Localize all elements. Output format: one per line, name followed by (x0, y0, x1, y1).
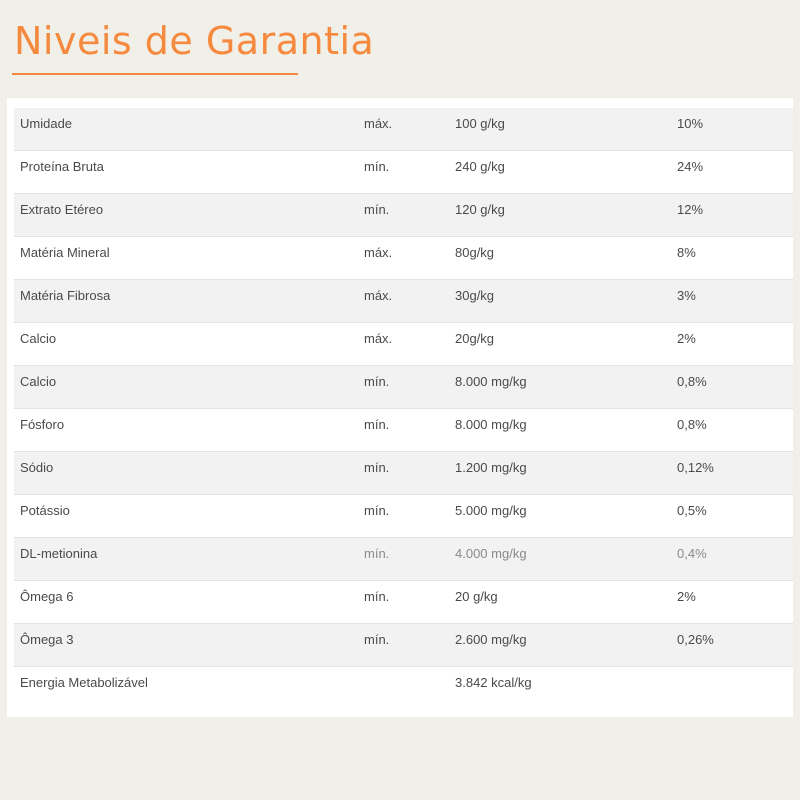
table-row (14, 194, 793, 237)
limit-label: mín. (364, 503, 390, 518)
table-row (14, 108, 793, 151)
nutrient-name: Sódio (20, 460, 54, 475)
nutrient-name: Matéria Fibrosa (20, 288, 111, 303)
percent-value: 3% (677, 288, 696, 303)
amount-value: 20g/kg (455, 331, 495, 346)
amount-value: 2.600 mg/kg (455, 632, 527, 647)
table-row (14, 624, 793, 667)
percent-value: 0,5% (677, 503, 707, 518)
amount-value: 8.000 mg/kg (455, 417, 527, 432)
percent-value: 0,12% (677, 460, 714, 475)
percent-value: 0,26% (677, 632, 714, 647)
amount-value: 20 g/kg (455, 589, 498, 604)
limit-label: máx. (364, 245, 393, 260)
limit-label: mín. (364, 202, 390, 217)
amount-value: 8.000 mg/kg (455, 374, 527, 389)
nutrient-name: Energia Metabolizável (20, 675, 148, 690)
nutrient-name: Extrato Etéreo (20, 202, 104, 217)
nutrient-name: Ômega 6 (20, 589, 74, 604)
percent-value: 2% (677, 589, 696, 604)
percent-value: 0,4% (677, 546, 707, 561)
table-row (14, 667, 793, 709)
limit-label: mín. (364, 632, 390, 647)
nutrient-name: Calcio (20, 374, 57, 389)
percent-value: 10% (677, 116, 704, 131)
amount-value: 100 g/kg (455, 116, 505, 131)
limit-label: mín. (364, 417, 390, 432)
table-row (14, 452, 793, 495)
guarantee-table (7, 98, 793, 717)
nutrient-name: Matéria Mineral (20, 245, 110, 260)
percent-value: 0,8% (677, 417, 707, 432)
table-row (14, 495, 793, 538)
percent-value: 24% (677, 159, 704, 174)
limit-label: mín. (364, 159, 390, 174)
table-row (14, 581, 793, 624)
page-title: Niveis de Garantia (14, 19, 375, 63)
nutrient-name: Calcio (20, 331, 57, 346)
percent-value: 12% (677, 202, 704, 217)
table-row (14, 280, 793, 323)
limit-label: mín. (364, 589, 390, 604)
limit-label: mín. (364, 374, 390, 389)
limit-label: máx. (364, 331, 393, 346)
nutrient-name: Ômega 3 (20, 632, 74, 647)
amount-value: 1.200 mg/kg (455, 460, 527, 475)
limit-label: mín. (364, 546, 390, 561)
title-underline (12, 73, 298, 75)
nutrient-name: Fósforo (20, 417, 65, 432)
amount-value: 3.842 kcal/kg (455, 675, 532, 690)
nutrient-name: Potássio (20, 503, 70, 518)
percent-value: 2% (677, 331, 696, 346)
nutrient-name: DL-metionina (20, 546, 98, 561)
amount-value: 80g/kg (455, 245, 495, 260)
amount-value: 120 g/kg (455, 202, 505, 217)
table-row (14, 409, 793, 452)
amount-value: 4.000 mg/kg (455, 546, 527, 561)
amount-value: 30g/kg (455, 288, 495, 303)
nutrient-name: Umidade (20, 116, 73, 131)
limit-label: máx. (364, 288, 393, 303)
percent-value: 0,8% (677, 374, 707, 389)
amount-value: 240 g/kg (455, 159, 505, 174)
table-row (14, 237, 793, 280)
nutrient-name: Proteína Bruta (20, 159, 104, 174)
percent-value: 8% (677, 245, 696, 260)
table-row (14, 151, 793, 194)
limit-label: máx. (364, 116, 393, 131)
table-row (14, 366, 793, 409)
limit-label: mín. (364, 460, 390, 475)
table-row (14, 323, 793, 366)
table-body (14, 108, 793, 709)
amount-value: 5.000 mg/kg (455, 503, 527, 518)
table-row (14, 538, 793, 581)
